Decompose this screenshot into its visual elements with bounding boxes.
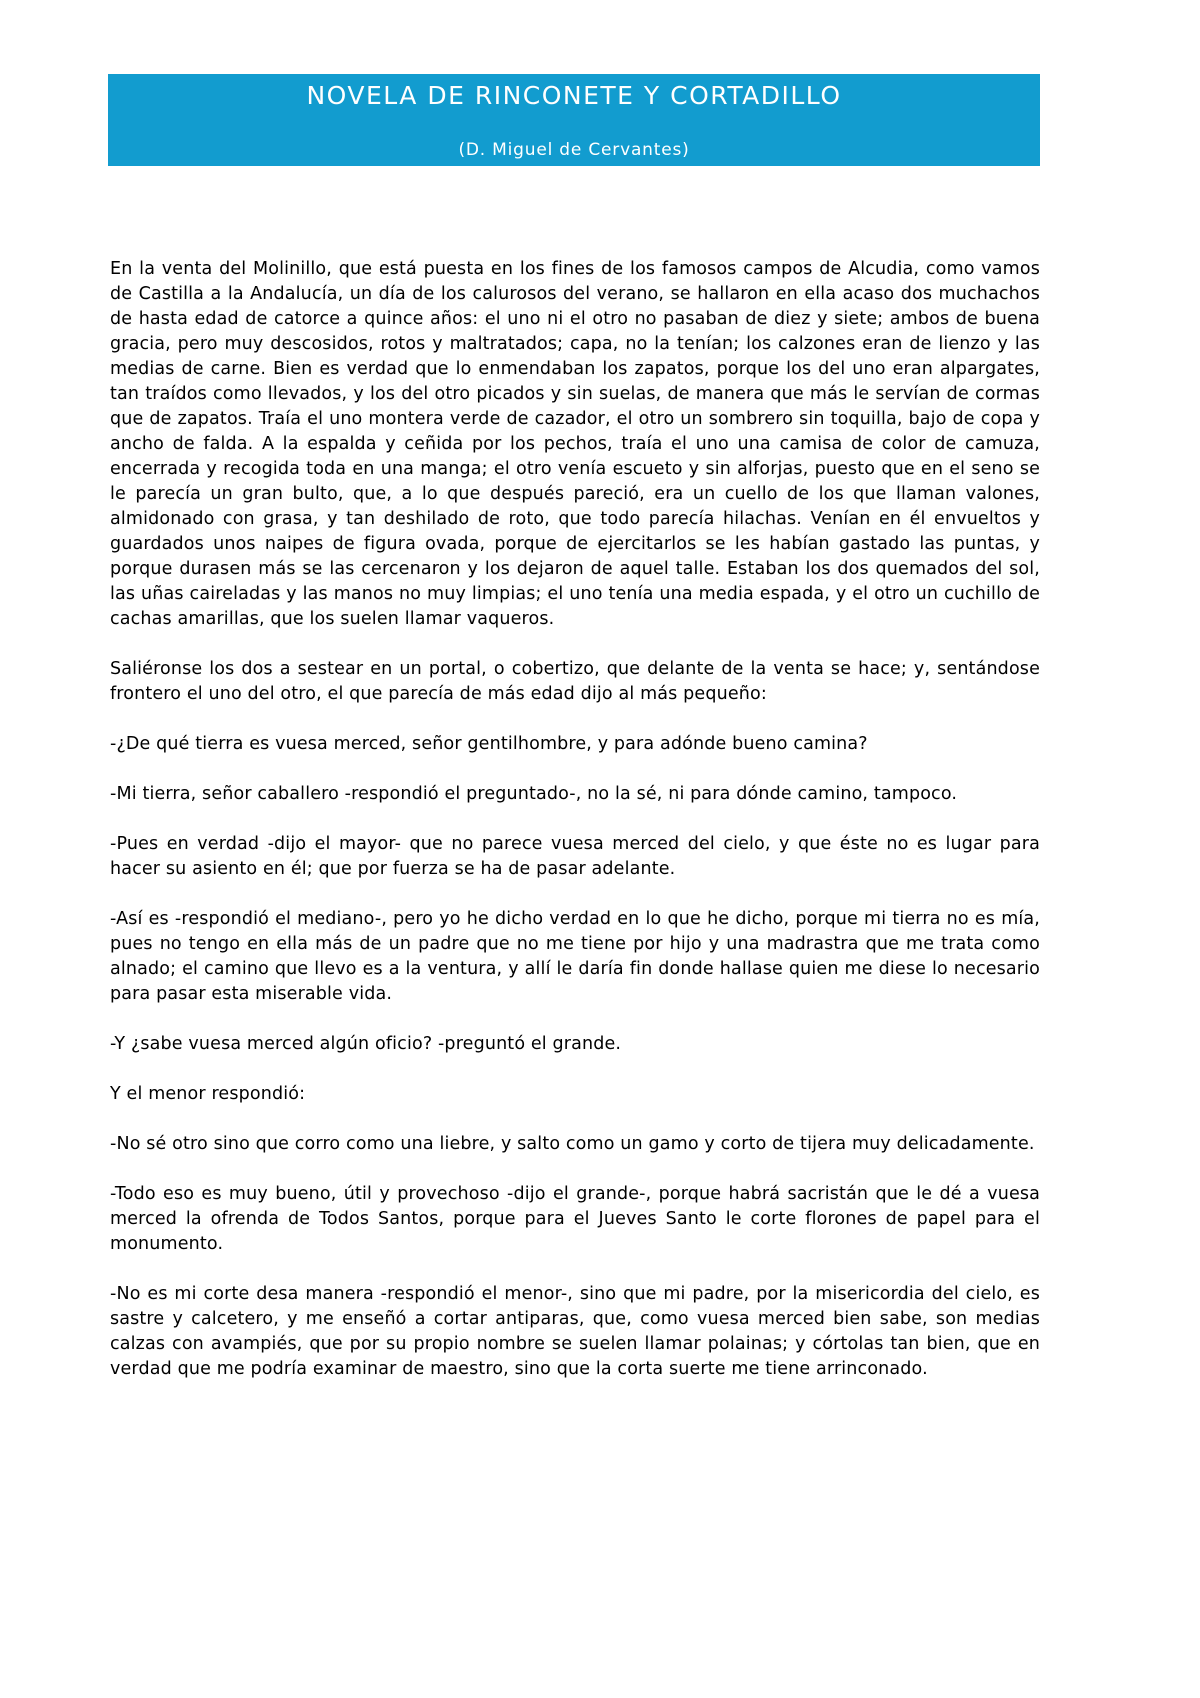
paragraph-2: Saliéronse los dos a sestear en un portal, o cobertizo, que delante de la venta se hace; y, sentándose frontero el uno del otro, el que parecía de más edad dijo al más pequeño:: [110, 659, 1040, 704]
paragraph-3: -¿De qué tierra es vuesa merced, señor gentilhombre, y para adónde bueno camina?: [110, 734, 868, 754]
paragraph-10: -Todo eso es muy bueno, útil y provechoso -dijo el grande-, porque habrá sacristán que le dé a vuesa merced la ofrenda de Todos Santos, porque para el Jueves Santo le corte florones de papel para el monumento.: [110, 1184, 1040, 1254]
document-author: (D. Miguel de Cervantes): [458, 140, 690, 160]
paragraph-7: -Y ¿sabe vuesa merced algún oficio? -preguntó el grande.: [110, 1034, 622, 1054]
paragraph-5: -Pues en verdad -dijo el mayor- que no parece vuesa merced del cielo, y que éste no es lugar para hacer su asiento en él; que por fuerza se ha de pasar adelante.: [110, 834, 1040, 879]
paragraph-9: -No sé otro sino que corro como una liebre, y salto como un gamo y corto de tijera muy delicadamente.: [110, 1134, 1035, 1154]
document-body: [110, 257, 1040, 1407]
paragraph-8: Y el menor respondió:: [110, 1084, 306, 1104]
paragraph-11: -No es mi corte desa manera -respondió el menor-, sino que mi padre, por la misericordia del cielo, es sastre y calcetero, y me enseñó a cortar antiparas, que, como vuesa merced bien sabe, son medias calzas con avampiés, que por su propio nombre se suelen llamar polainas; y córtolas tan bien, que en verdad que me podría examinar de maestro, sino que la corta suerte me tiene arrinconado.: [110, 1284, 1040, 1379]
paragraph-6: -Así es -respondió el mediano-, pero yo he dicho verdad en lo que he dicho, porque mi tierra no es mía, pues no tengo en ella más de un padre que no me tiene por hijo y una madrastra que me trata como alnado; el camino que llevo es a la ventura, y allí le daría fin donde hallase quien me diese lo necesario para pasar esta miserable vida.: [110, 909, 1040, 1004]
document-title: NOVELA DE RINCONETE Y CORTADILLO: [306, 81, 842, 110]
title-banner: [108, 74, 1040, 166]
paragraph-4: -Mi tierra, señor caballero -respondió el preguntado-, no la sé, ni para dónde camino, tampoco.: [110, 784, 958, 804]
paragraph-1: En la venta del Molinillo, que está puesta en los fines de los famosos campos de Alcudia, como vamos de Castilla a la Andalucía, un día de los calurosos del verano, se hallaron en ella acaso dos muchachos de hasta edad de catorce a quince años: el uno ni el otro no pasaban de diez y siete; ambos de buena gracia, pero muy descosidos, rotos y maltratados; capa, no la tenían; los calzones eran de lienzo y las medias de carne. Bien es verdad que lo enmendaban los zapatos, porque los del uno eran alpargates, tan traídos como llevados, y los del otro picados y sin suelas, de manera que más le servían de cormas que de zapatos. Traía el uno montera verde de cazador, el otro un sombrero sin toquilla, bajo de copa y ancho de falda. A la espalda y ceñida por los pechos, traía el uno una camisa de color de camuza, encerrada y recogida toda en una manga; el otro venía escueto y sin alforjas, puesto que en el seno se le parecía un gran bulto, que, a lo que después pareció, era un cuello de los que llaman valones, almidonado con grasa, y tan deshilado de roto, que todo parecía hilachas. Venían en él envueltos y guardados unos naipes de figura ovada, porque de ejercitarlos se les habían gastado las puntas, y porque durasen más se las cercenaron y los dejaron de aquel talle. Estaban los dos quemados del sol, las uñas caireladas y las manos no muy limpias; el uno tenía una media espada, y el otro un cuchillo de cachas amarillas, que los suelen llamar vaqueros.: [110, 259, 1040, 629]
